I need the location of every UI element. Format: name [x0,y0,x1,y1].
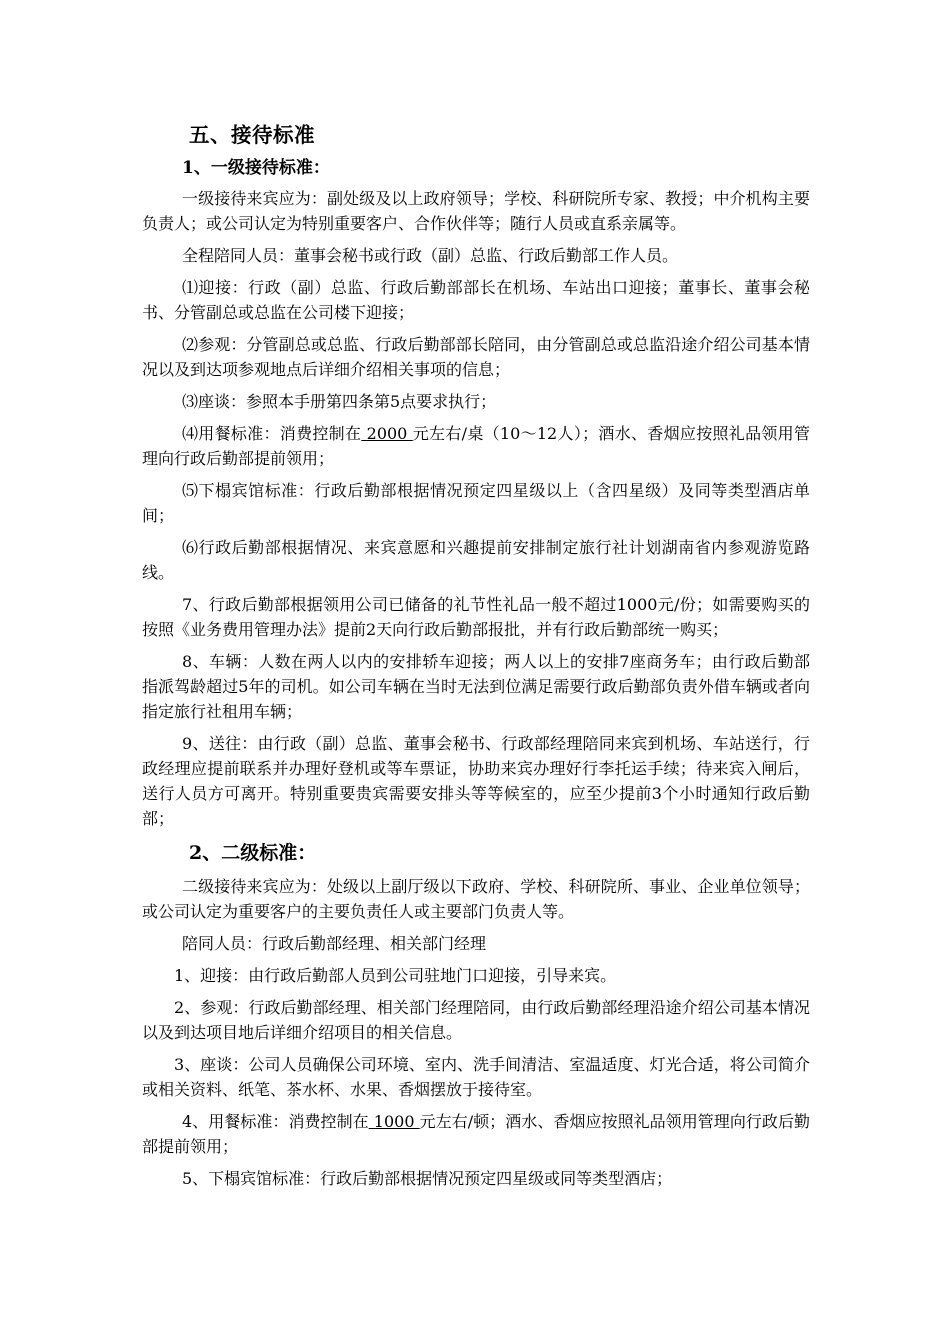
level1-guest-definition: 一级接待来宾应为：副处级及以上政府领导；学校、科研院所专家、教授；中介机构主要负责人；或公司认定为特别重要客户、合作伙伴等；随行人员或直系亲属等。 [142,189,810,233]
level1-escort-staff: 全程陪同人员：董事会秘书或行政（副）总监、行政后勤部工作人员。 [182,246,679,265]
level1-item-gifts: 7、行政后勤部根据领用公司已储备的礼节性礼品一般不超过1000元/份；如需要购买的按照《业务费用管理办法》提前2天向行政后勤部报批，并有行政后勤部统一购买； [142,595,810,639]
level1-item-tour: ⑹行政后勤部根据情况、来宾意愿和兴趣提前安排制定旅行社计划湖南省内参观游览路线。 [142,538,810,582]
level2-heading: 2、二级标准： [189,842,317,864]
level1-meal-suffix: 元左右/桌（10～12人）；酒水、香烟应按照礼品领用管理向行政后勤部提前领用； [142,424,810,468]
document-body [142,120,810,1198]
section-title: 五、接待标准 [189,123,315,147]
level2-item-meal [142,1109,810,1159]
level2-item-meeting: 3、座谈：公司人员确保公司环境、室内、洗手间清洁、室温适度、灯光合适，将公司简介或相关资料、纸笔、茶水杯、水果、香烟摆放于接待室。 [142,1055,810,1099]
level1-item-hotel: ⑸下榻宾馆标准：行政后勤部根据情况预定四星级以上（含四星级）及同等类型酒店单间； [142,481,810,525]
level1-item-vehicles: 8、车辆：人数在两人以内的安排轿车迎接；两人以上的安排7座商务车；由行政后勤部指派驾龄超过5年的司机。如公司车辆在当时无法到位满足需要行政后勤部负责外借车辆或者向指定旅行社租用车辆； [142,652,810,721]
level1-heading: 1、一级接待标准： [182,158,330,178]
level2-meal-amount: 1000 [368,1112,420,1131]
level2-escort-staff: 陪同人员：行政后勤部经理、相关部门经理 [182,934,487,953]
level1-item-welcome: ⑴迎接：行政（副）总监、行政后勤部部长在机场、车站出口迎接；董事长、董事会秘书、分管副总或总监在公司楼下迎接； [142,278,810,322]
level1-meal-amount: 2000 [361,424,413,443]
level1-item-visit: ⑵参观：分管副总或总监、行政后勤部部长陪同，由分管副总或总监沿途介绍公司基本情况以及到达项参观地点后详细介绍相关事项的信息； [142,335,810,379]
level2-meal-prefix: 4、用餐标准：消费控制在 [182,1112,369,1131]
level2-item-welcome: 1、迎接：由行政后勤部人员到公司驻地门口迎接，引导来宾。 [174,966,617,985]
level1-item-meeting: ⑶座谈：参照本手册第四条第5点要求执行； [182,392,497,411]
level2-item-hotel: 5、下榻宾馆标准：行政后勤部根据情况预定四星级或同等类型酒店； [182,1169,673,1188]
level1-meal-prefix: ⑷用餐标准：消费控制在 [182,424,362,443]
level1-item-meal [142,421,810,471]
level2-guest-definition: 二级接待来宾应为：处级以上副厅级以下政府、学校、科研院所、事业、企业单位领导；或公司认定为重要客户的主要负责任人或主要部门负责人等。 [142,877,810,921]
level1-item-farewell: 9、送往：由行政（副）总监、董事会秘书、行政部经理陪同来宾到机场、车站送行，行政经理应提前联系并办理好登机或等车票证，协助来宾办理好行李托运手续；待来宾入闸后，送行人员方可离开。特别重要贵宾需要安排头等等候室的，应至少提前3个小时通知行政后勤部； [142,734,810,828]
level2-meal-suffix: 元左右/顿；酒水、香烟应按照礼品领用管理向行政后勤部提前领用； [142,1112,811,1156]
level2-item-visit: 2、参观：行政后勤部经理、相关部门经理陪同，由行政后勤部经理沿途介绍公司基本情况以及到达项目地后详细介绍项目的相关信息。 [142,998,810,1042]
